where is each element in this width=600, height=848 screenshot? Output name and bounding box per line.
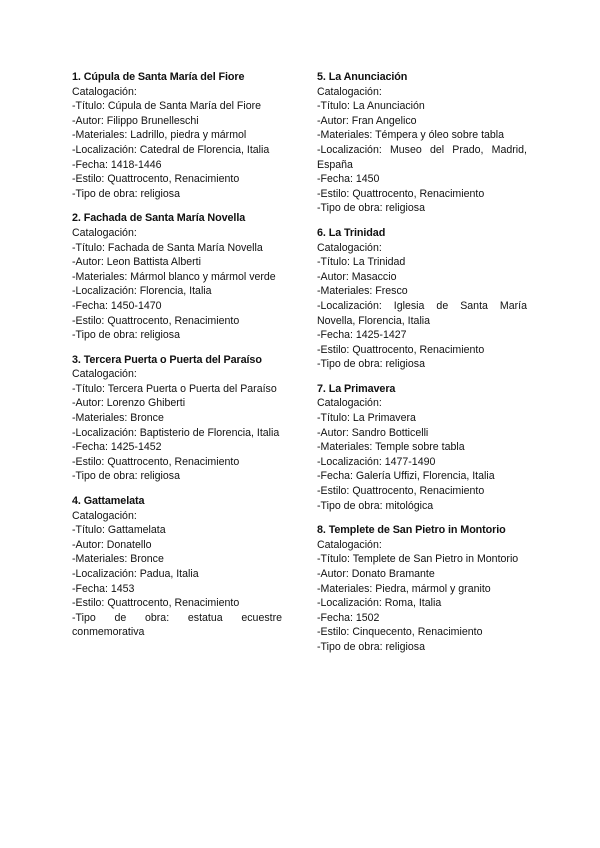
entry-title: 1. Cúpula de Santa María del Fiore (72, 71, 245, 83)
field-titulo: -Título: Fachada de Santa María Novella (72, 241, 263, 254)
entry-title: 2. Fachada de Santa María Novella (72, 212, 246, 225)
field-fecha: -Fecha: 1425-1427 (317, 329, 407, 342)
catalog-heading: Catalogación: (72, 368, 137, 381)
catalog-heading: Catalogación: (72, 85, 137, 98)
field-fecha: -Fecha: Galería Uffizi, Florencia, Italia (317, 470, 495, 483)
entry-title: 5. La Anunciación (317, 71, 408, 83)
catalog-heading: Catalogación: (317, 241, 382, 254)
field-materiales: -Materiales: Bronce (72, 553, 164, 566)
field-titulo: -Título: Templete de San Pietro in Montorio (317, 553, 519, 566)
catalog-heading: Catalogación: (317, 85, 382, 98)
field-fecha: -Fecha: 1425-1452 (72, 441, 162, 454)
left-column (72, 70, 282, 650)
artwork-entry (317, 523, 527, 654)
field-autor: -Autor: Filippo Brunelleschi (72, 114, 199, 127)
field-estilo: -Estilo: Quattrocento, Renacimiento (317, 187, 485, 200)
field-tipo: -Tipo de obra: religiosa (72, 470, 180, 483)
entry-title: 6. La Trinidad (317, 226, 386, 239)
field-titulo: -Título: Cúpula de Santa María del Fiore (72, 100, 262, 113)
entry-title: 3. Tercera Puerta o Puerta del Paraíso (72, 353, 262, 366)
catalog-heading: Catalogación: (72, 509, 137, 522)
artwork-entry (72, 494, 282, 640)
field-titulo: -Título: La Trinidad (317, 256, 406, 269)
field-materiales: -Materiales: Ladrillo, piedra y mármol (72, 129, 247, 142)
field-estilo: -Estilo: Quattrocento, Renacimiento (72, 597, 240, 610)
artwork-entry (72, 70, 282, 201)
field-materiales: -Materiales: Mármol blanco y mármol verde (72, 270, 276, 283)
field-fecha: -Fecha: 1450 (317, 173, 380, 186)
field-titulo: -Título: La Anunciación (317, 100, 425, 113)
field-autor: -Autor: Fran Angelico (317, 114, 417, 127)
field-localizacion: -Localización: 1477-1490 (317, 455, 436, 468)
field-autor: -Autor: Donato Bramante (317, 568, 435, 580)
field-estilo: -Estilo: Quattrocento, Renacimiento (72, 314, 240, 327)
artwork-entry (317, 70, 527, 216)
field-tipo: -Tipo de obra: religiosa (317, 202, 425, 215)
field-tipo: -Tipo de obra: estatua ecuestre conmemorativa (72, 611, 282, 639)
field-localizacion: -Localización: Baptisterio de Florencia, Italia (72, 426, 280, 439)
catalog-heading: Catalogación: (317, 397, 382, 410)
field-autor: -Autor: Sandro Botticelli (317, 426, 429, 439)
catalog-heading: Catalogación: (317, 538, 382, 551)
field-estilo: -Estilo: Quattrocento, Renacimiento (317, 343, 485, 356)
field-fecha: -Fecha: 1502 (317, 611, 380, 624)
field-autor: -Autor: Donatello (72, 538, 152, 551)
field-estilo: -Estilo: Cinquecento, Renacimiento (317, 626, 483, 639)
field-materiales: -Materiales: Bronce (72, 412, 164, 425)
field-autor: -Autor: Leon Battista Alberti (72, 256, 201, 269)
field-titulo: -Título: Tercera Puerta o Puerta del Paraíso (72, 382, 277, 395)
field-tipo: -Tipo de obra: mitológica (317, 499, 434, 512)
entry-title: 8. Templete de San Pietro in Montorio (317, 524, 506, 537)
catalog-heading: Catalogación: (72, 226, 137, 239)
field-localizacion: -Localización: Padua, Italia (72, 568, 199, 580)
field-materiales: -Materiales: Témpera y óleo sobre tabla (317, 129, 505, 142)
right-column (317, 70, 527, 665)
field-materiales: -Materiales: Piedra, mármol y granito (317, 582, 491, 595)
field-localizacion: -Localización: Catedral de Florencia, Italia (72, 143, 270, 156)
field-autor: -Autor: Masaccio (317, 270, 397, 283)
field-materiales: -Materiales: Fresco (317, 285, 408, 298)
artwork-entry (317, 226, 527, 372)
field-estilo: -Estilo: Quattrocento, Renacimiento (72, 455, 240, 468)
field-tipo: -Tipo de obra: religiosa (72, 187, 180, 200)
field-localizacion: -Localización: Iglesia de Santa María Novella, Florencia, Italia (317, 299, 527, 327)
field-autor: -Autor: Lorenzo Ghiberti (72, 397, 186, 410)
field-titulo: -Título: Gattamelata (72, 524, 166, 537)
field-tipo: -Tipo de obra: religiosa (72, 329, 180, 342)
field-materiales: -Materiales: Temple sobre tabla (317, 441, 465, 454)
field-tipo: -Tipo de obra: religiosa (317, 358, 425, 371)
field-fecha: -Fecha: 1450-1470 (72, 299, 162, 312)
artwork-entry (72, 353, 282, 484)
field-localizacion: -Localización: Florencia, Italia (72, 285, 212, 298)
field-fecha: -Fecha: 1418-1446 (72, 158, 162, 171)
entry-title: 4. Gattamelata (72, 495, 145, 508)
artwork-entry (317, 382, 527, 513)
field-tipo: -Tipo de obra: religiosa (317, 640, 425, 653)
field-localizacion: -Localización: Museo del Prado, Madrid, España (317, 143, 527, 171)
field-localizacion: -Localización: Roma, Italia (317, 597, 442, 610)
artwork-entry (72, 211, 282, 342)
field-fecha: -Fecha: 1453 (72, 582, 135, 595)
entry-title: 7. La Primavera (317, 382, 396, 395)
field-estilo: -Estilo: Quattrocento, Renacimiento (72, 173, 240, 186)
field-estilo: -Estilo: Quattrocento, Renacimiento (317, 485, 485, 498)
field-titulo: -Título: La Primavera (317, 412, 416, 425)
